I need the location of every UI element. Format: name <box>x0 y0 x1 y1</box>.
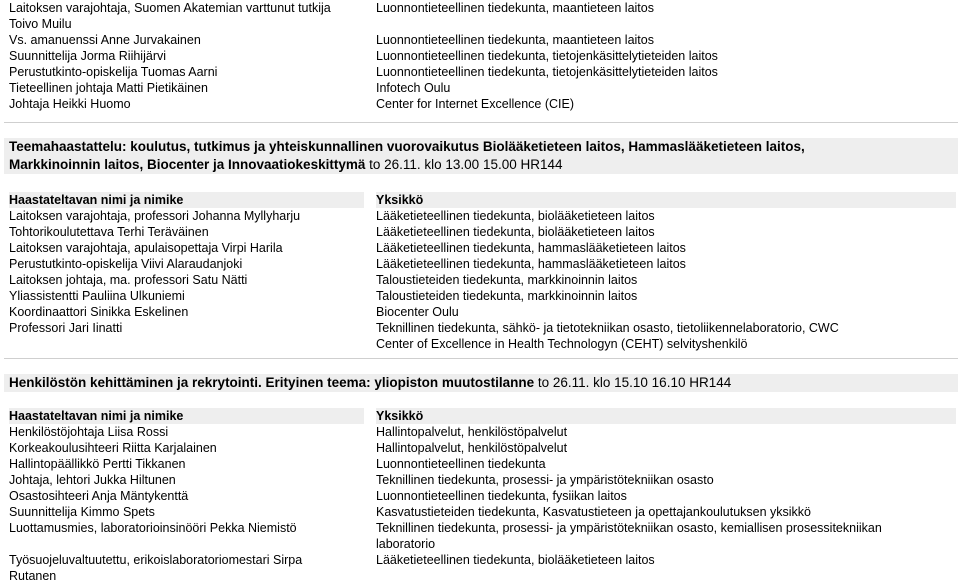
table-row: Hallintopalvelut, henkilöstöpalvelut <box>376 441 568 455</box>
table-row: Korkeakoulusihteeri Riitta Karjalainen <box>9 441 217 455</box>
table-row <box>376 568 956 584</box>
top-left-row: Toivo Muilu <box>9 17 72 31</box>
section2-col2-header: Yksikkö <box>376 408 956 424</box>
section1-title <box>4 138 958 174</box>
top-left-row: Johtaja Heikki Huomo <box>9 97 131 111</box>
top-left-column <box>9 0 364 112</box>
section2-title-time: to 26.11. klo 15.10 16.10 HR144 <box>534 375 732 390</box>
table-row: Luottamusmies, laboratorioinsinööri Pekka Niemistö <box>9 521 297 535</box>
section1-col2-header: Yksikkö <box>376 192 956 208</box>
table-row: Yliassistentti Pauliina Ulkuniemi <box>9 289 185 303</box>
table-row: Biocenter Oulu <box>376 305 459 319</box>
table-row: Kasvatustieteiden tiedekunta, Kasvatustieteen ja opettajankoulutuksen yksikkö <box>376 505 811 519</box>
divider <box>4 122 958 123</box>
table-row: Lääketieteellinen tiedekunta, biolääketieteen laitos <box>376 225 655 239</box>
table-row: Taloustieteiden tiedekunta, markkinoinnin laitos <box>376 273 638 287</box>
table-row: Perustutkinto-opiskelija Viivi Alaraudanjoki <box>9 257 243 271</box>
table-row: Professori Jari Iinatti <box>9 321 123 335</box>
table-row: Hallintopäällikkö Pertti Tikkanen <box>9 457 186 471</box>
section1-title-time: to 26.11. klo 13.00 15.00 HR144 <box>365 157 563 172</box>
top-right-row: Infotech Oulu <box>376 81 451 95</box>
table-row: Teknillinen tiedekunta, sähkö- ja tietotekniikan osasto, tietoliikennelaboratorio, CWC <box>376 321 839 335</box>
table-row: Laitoksen varajohtaja, professori Johanna Myllyharju <box>9 209 301 223</box>
top-right-row: Luonnontieteellinen tiedekunta, maantieteen laitos <box>376 1 654 15</box>
table-row: Teknillinen tiedekunta, prosessi- ja ympäristötekniikan osasto <box>376 473 714 487</box>
table-row: Teknillinen tiedekunta, prosessi- ja ympäristötekniikan osasto, kemiallisen prosessitekniikan <box>376 521 882 535</box>
table-row: Luonnontieteellinen tiedekunta, fysiikan laitos <box>376 489 627 503</box>
table-row: Laitoksen johtaja, ma. professori Satu Nätti <box>9 273 248 287</box>
top-left-row: Perustutkinto-opiskelija Tuomas Aarni <box>9 65 218 79</box>
section2-col1-header: Haastateltavan nimi ja nimike <box>9 408 364 424</box>
table-row: laboratorio <box>376 537 436 551</box>
top-right-row: Luonnontieteellinen tiedekunta, tietojenkäsittelytieteiden laitos <box>376 49 718 63</box>
table-row: Tohtorikoulutettava Terhi Teräväinen <box>9 225 209 239</box>
top-right-row: Luonnontieteellinen tiedekunta, maantieteen laitos <box>376 33 654 47</box>
table-row: Lääketieteellinen tiedekunta, hammaslääketieteen laitos <box>376 257 686 271</box>
top-right-row: Luonnontieteellinen tiedekunta, tietojenkäsittelytieteiden laitos <box>376 65 718 79</box>
table-row: Koordinaattori Sinikka Eskelinen <box>9 305 189 319</box>
top-right-row <box>376 16 956 32</box>
section1-col1-header: Haastateltavan nimi ja nimike <box>9 192 364 208</box>
divider <box>4 358 958 359</box>
table-row: Työsuojeluvaltuutettu, erikoislaboratoriomestari Sirpa <box>9 553 303 567</box>
table-row <box>9 536 364 552</box>
table-row: Rutanen <box>9 569 57 583</box>
top-left-row: Vs. amanuenssi Anne Jurvakainen <box>9 33 201 47</box>
section1-left-column <box>9 192 364 336</box>
top-left-row: Laitoksen varajohtaja, Suomen Akatemian varttunut tutkija <box>9 1 331 15</box>
top-left-row: Tieteellinen johtaja Matti Pietikäinen <box>9 81 208 95</box>
top-left-row: Suunnittelija Jorma Riihijärvi <box>9 49 167 63</box>
table-row: Center of Excellence in Health Technologyn (CEHT) selvityshenkilö <box>376 337 748 351</box>
table-row: Lääketieteellinen tiedekunta, biolääketieteen laitos <box>376 209 655 223</box>
table-row: Laitoksen varajohtaja, apulaisopettaja Virpi Harila <box>9 241 283 255</box>
table-row: Osastosihteeri Anja Mäntykenttä <box>9 489 189 503</box>
table-row: Hallintopalvelut, henkilöstöpalvelut <box>376 425 568 439</box>
table-row: Suunnittelija Kimmo Spets <box>9 505 155 519</box>
table-row: Lääketieteellinen tiedekunta, biolääketieteen laitos <box>376 553 655 567</box>
table-row: Henkilöstöjohtaja Liisa Rossi <box>9 425 169 439</box>
section2-title-text: Henkilöstön kehittäminen ja rekrytointi. Erityinen teema: yliopiston muutostilanne <box>9 375 535 390</box>
section2-left-column <box>9 408 364 584</box>
top-right-row: Center for Internet Excellence (CIE) <box>376 97 574 111</box>
section2-right-column <box>376 408 956 584</box>
section1-title-line2: Markkinoinnin laitos, Biocenter ja Innovaatiokeskittymä <box>9 157 366 172</box>
table-row: Johtaja, lehtori Jukka Hiltunen <box>9 473 176 487</box>
table-row: Taloustieteiden tiedekunta, markkinoinnin laitos <box>376 289 638 303</box>
section1-title-line1: Teemahaastattelu: koulutus, tutkimus ja yhteiskunnallinen vuorovaikutus Biolääketieteen laitos, Hammaslääketieteen laitos, <box>9 139 805 154</box>
section1-right-column <box>376 192 956 352</box>
section2-title <box>4 374 958 392</box>
table-row: Lääketieteellinen tiedekunta, hammaslääketieteen laitos <box>376 241 686 255</box>
top-right-column <box>376 0 956 112</box>
table-row: Luonnontieteellinen tiedekunta <box>376 457 546 471</box>
